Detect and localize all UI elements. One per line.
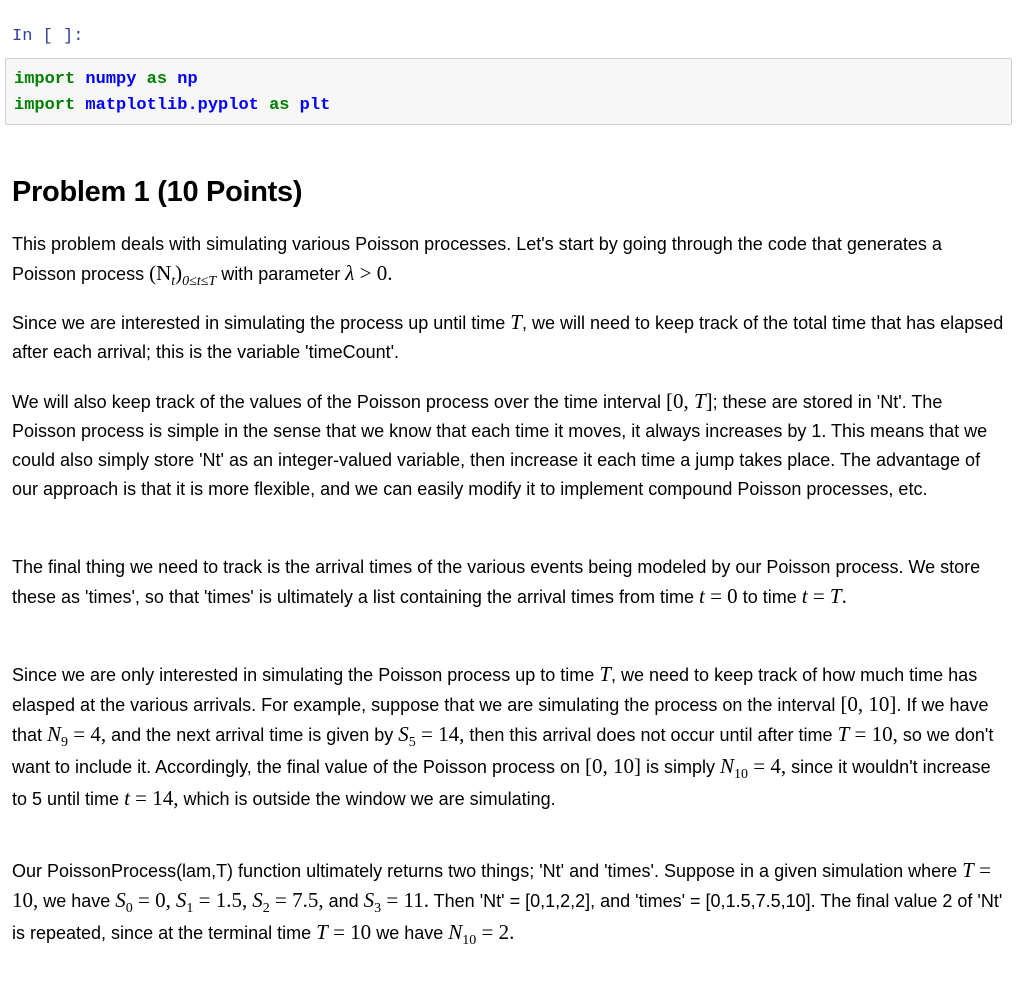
paragraph-intro: This problem deals with simulating various Poisson processes. Let's start by going through the code that generates a Poisson process $(N_t)_{0\le t\le T}$ with parameter λ > 0. xyxy=(12,234,942,289)
keyword-as: as xyxy=(146,70,168,89)
markdown-cell[interactable] xyxy=(12,170,1004,948)
module-name: matplotlib.pyplot xyxy=(85,96,259,115)
code-input-area[interactable] xyxy=(5,58,1012,125)
problem-title: Problem 1 (10 Points) xyxy=(12,176,303,208)
paragraph-times: The final thing we need to track is the arrival times of the various events being modeled by our Poisson process. We store these as 'times', so that 'times' is ultimately a list containing the arrival times from time t = 0 to time t = T. xyxy=(12,557,981,608)
paragraph-nt: We will also keep track of the values of the Poisson process over the time interval [0, T]; these are stored in 'Nt'. The Poisson process is simple in the sense that we know that each time it moves, it always increases by 1. This means that we could also simply store 'Nt' as an integer-valued variable, then increase it each time a jump takes place. The advantage of our approach is that it is more flexible, and we can easily modify it to implement compound Poisson processes, etc. xyxy=(12,389,988,499)
input-prompt: In [ ]: xyxy=(12,27,84,46)
keyword-import: import xyxy=(14,70,76,89)
paragraph-example: Since we are only interested in simulating the Poisson process up to time T, we need to keep track of how much time has elasped at the various arrivals. For example, suppose that we are simulating the process on the interval [0, 10]. If we have that $N_9 = 4$, and the next arrival time is given by $S_5 = 14$, then this arrival does not occur until after time T = 10, so we don't want to include it. Accordingly, the final value of the Poisson process on [0, 10] is simply $N_{10} = 4$, since it wouldn't increase to 5 until time t = 14, which is outside the window we are simulating. xyxy=(12,662,994,810)
module-name: numpy xyxy=(85,70,137,89)
keyword-import: import xyxy=(14,96,76,115)
module-alias: np xyxy=(177,70,198,89)
module-alias: plt xyxy=(299,96,331,115)
keyword-as: as xyxy=(269,96,290,115)
code-line xyxy=(14,70,198,89)
paragraph-function: Our PoissonProcess(lam,T) function ultimately returns two things; 'Nt' and 'times'. Suppose in a given simulation where T = 10, we have $S_0 = 0$, $S_1 = 1.5$, $S_2 = 7.5$, and $S_3 = 11$. Then 'Nt' = [0,1,2,2], and 'times' = [0,1.5,7.5,10]. The final value 2 of 'Nt' is repeated, since at the terminal time T = 10 we have $N_{10} = 2$. xyxy=(12,858,1003,948)
paragraph-timecount: Since we are interested in simulating the process up until time T, we will need to keep track of the total time that has elapsed after each arrival; this is the variable 'timeCount'. xyxy=(12,310,1004,362)
code-line xyxy=(14,96,330,115)
